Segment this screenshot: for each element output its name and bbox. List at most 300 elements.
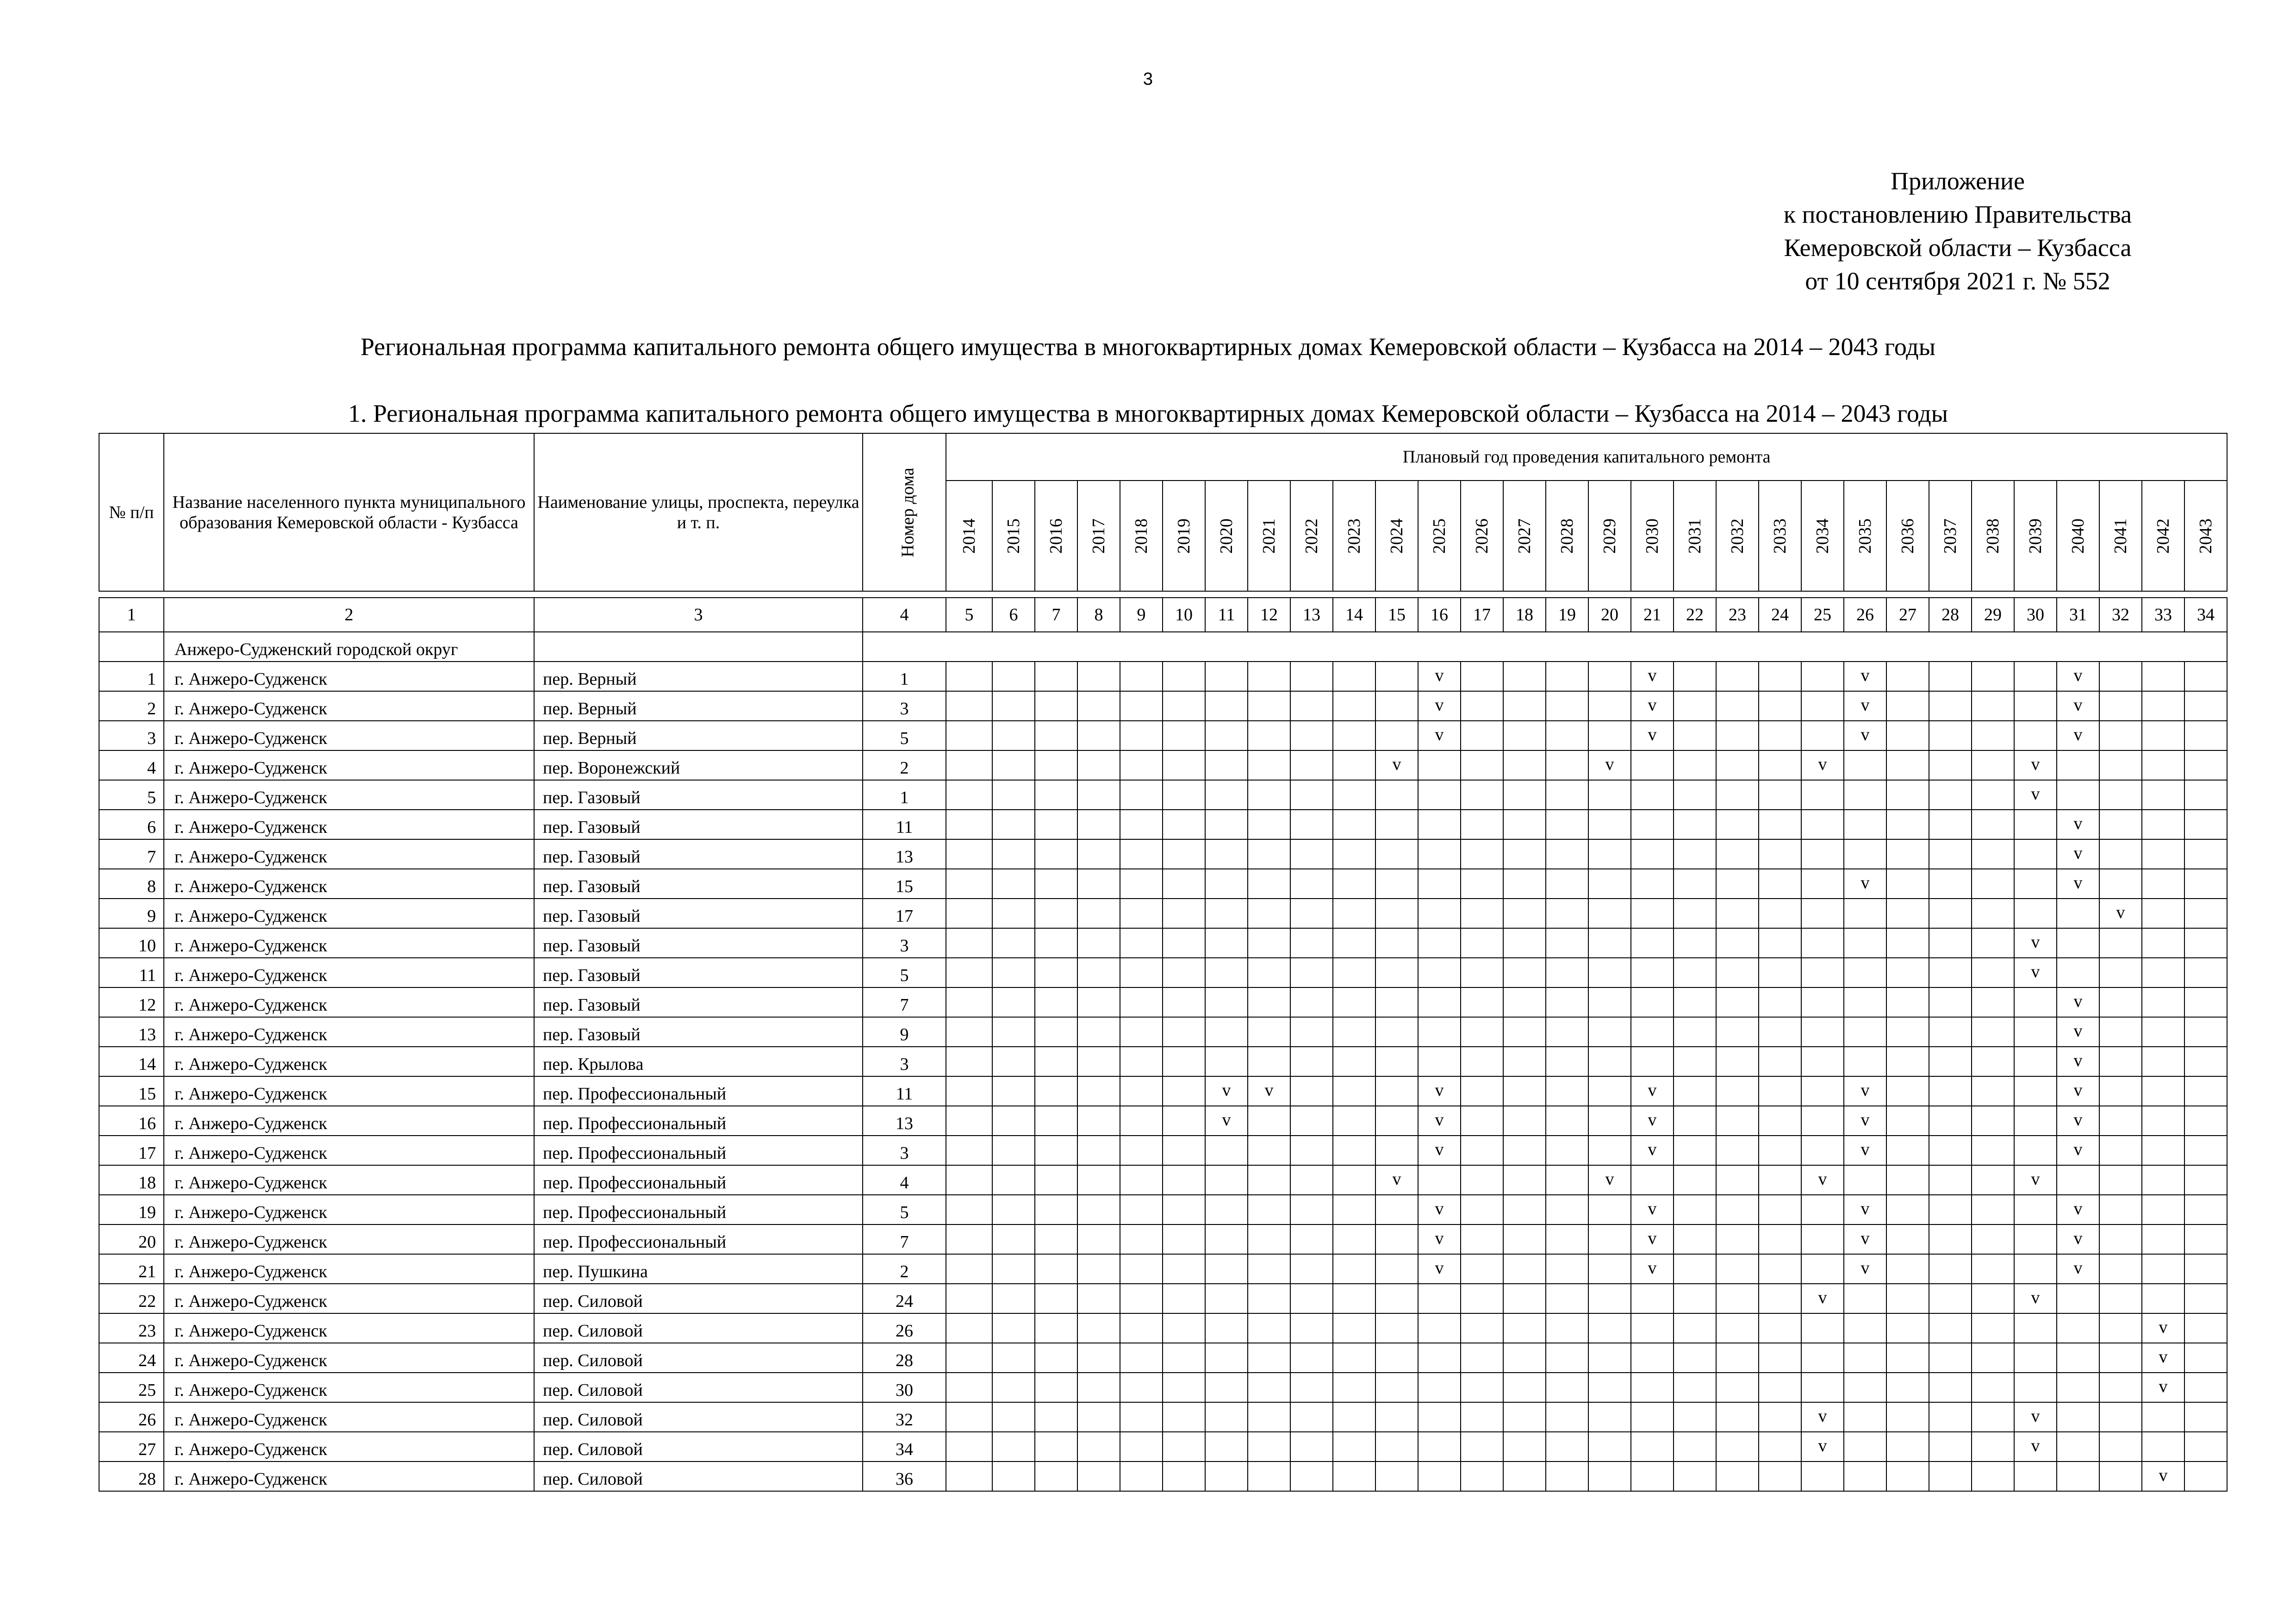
year-cell bbox=[1886, 1402, 1929, 1432]
year-cell bbox=[992, 780, 1035, 810]
year-mark: v bbox=[1801, 1284, 1844, 1313]
year-mark: v bbox=[2057, 839, 2099, 869]
header-house: Номер дома bbox=[863, 433, 946, 591]
row-street: пер. Профессиональный bbox=[534, 1195, 863, 1224]
year-cell bbox=[1716, 1373, 1759, 1402]
year-cell bbox=[1759, 691, 1801, 721]
year-cell bbox=[1035, 1462, 1077, 1491]
year-cell bbox=[1759, 662, 1801, 691]
year-cell bbox=[1035, 839, 1077, 869]
year-cell bbox=[946, 1195, 992, 1224]
header-planned-year: Плановый год проведения капитального ремонта bbox=[946, 433, 2227, 481]
empty-cell bbox=[863, 632, 2227, 662]
year-cell bbox=[1461, 1136, 1503, 1165]
year-mark: v bbox=[2057, 1076, 2099, 1106]
year-cell bbox=[2057, 1373, 2099, 1402]
year-mark: v bbox=[1418, 1254, 1461, 1284]
appendix-line: Приложение bbox=[1891, 167, 2025, 195]
year-header-cell: 2036 bbox=[1886, 481, 1929, 591]
year-cell bbox=[1205, 1224, 1248, 1254]
year-cell bbox=[1886, 1136, 1929, 1165]
row-city: г. Анжеро-Судженск bbox=[164, 1254, 534, 1284]
year-cell bbox=[1163, 1254, 1205, 1284]
year-cell bbox=[992, 1343, 1035, 1373]
year-cell bbox=[1631, 1047, 1674, 1076]
year-cell bbox=[2099, 721, 2142, 750]
year-cell bbox=[1844, 780, 1886, 810]
year-cell bbox=[1588, 958, 1631, 987]
year-cell bbox=[2184, 1254, 2227, 1284]
year-cell bbox=[1461, 1284, 1503, 1313]
year-cell bbox=[1205, 1432, 1248, 1462]
empty-cell bbox=[534, 632, 863, 662]
year-cell bbox=[1461, 1343, 1503, 1373]
year-cell bbox=[1929, 869, 1972, 899]
year-cell bbox=[1886, 662, 1929, 691]
year-cell bbox=[1120, 1136, 1163, 1165]
year-mark: v bbox=[2057, 1136, 2099, 1165]
year-cell bbox=[1035, 1224, 1077, 1254]
year-cell bbox=[1248, 1313, 1290, 1343]
year-cell bbox=[1248, 869, 1290, 899]
year-cell bbox=[1716, 839, 1759, 869]
row-city: г. Анжеро-Судженск bbox=[164, 750, 534, 780]
year-cell bbox=[2099, 1224, 2142, 1254]
year-cell bbox=[1929, 1165, 1972, 1195]
year-cell bbox=[1972, 1313, 2014, 1343]
year-cell bbox=[1503, 721, 1546, 750]
header-num: № п/п bbox=[99, 433, 164, 591]
year-cell bbox=[1077, 1195, 1120, 1224]
year-mark: v bbox=[2057, 1224, 2099, 1254]
year-cell bbox=[2014, 1224, 2057, 1254]
year-cell bbox=[1375, 1224, 1418, 1254]
year-cell bbox=[1631, 1284, 1674, 1313]
year-cell bbox=[1503, 1224, 1546, 1254]
year-cell bbox=[992, 1224, 1035, 1254]
row-number: 21 bbox=[99, 1254, 164, 1284]
year-mark: v bbox=[1631, 721, 1674, 750]
year-cell bbox=[1503, 1402, 1546, 1432]
year-cell bbox=[1588, 1402, 1631, 1432]
year-cell bbox=[1546, 1432, 1588, 1462]
year-cell bbox=[1716, 750, 1759, 780]
year-cell bbox=[1759, 1017, 1801, 1047]
year-cell bbox=[1248, 662, 1290, 691]
row-number: 11 bbox=[99, 958, 164, 987]
year-cell bbox=[1801, 1195, 1844, 1224]
year-cell bbox=[1077, 1254, 1120, 1284]
year-cell bbox=[1503, 1373, 1546, 1402]
year-cell bbox=[1375, 721, 1418, 750]
year-cell bbox=[1290, 721, 1333, 750]
year-cell bbox=[1163, 1432, 1205, 1462]
year-cell bbox=[1077, 1402, 1120, 1432]
year-cell bbox=[1588, 1254, 1631, 1284]
year-cell bbox=[1333, 1343, 1375, 1373]
year-cell bbox=[1163, 839, 1205, 869]
year-cell bbox=[1929, 1284, 1972, 1313]
year-cell bbox=[1461, 1254, 1503, 1284]
year-cell bbox=[1120, 1106, 1163, 1136]
year-cell bbox=[1503, 958, 1546, 987]
year-header-cell: 2021 bbox=[1248, 481, 1290, 591]
year-cell bbox=[1035, 1106, 1077, 1136]
year-cell bbox=[1588, 1462, 1631, 1491]
year-mark: v bbox=[1844, 1254, 1886, 1284]
year-cell bbox=[1163, 1136, 1205, 1165]
year-cell bbox=[1631, 750, 1674, 780]
year-cell bbox=[2184, 780, 2227, 810]
year-cell bbox=[2014, 1017, 2057, 1047]
year-cell bbox=[1375, 928, 1418, 958]
row-street: пер. Силовой bbox=[534, 1373, 863, 1402]
year-cell bbox=[1077, 928, 1120, 958]
year-cell bbox=[1716, 662, 1759, 691]
year-cell bbox=[1418, 1343, 1461, 1373]
year-cell bbox=[1886, 1254, 1929, 1284]
year-cell bbox=[1844, 1165, 1886, 1195]
year-mark: v bbox=[1418, 721, 1461, 750]
row-street: пер. Крылова bbox=[534, 1047, 863, 1076]
year-cell bbox=[1844, 1047, 1886, 1076]
year-mark: v bbox=[1418, 691, 1461, 721]
appendix-line: от 10 сентября 2021 г. № 552 bbox=[1805, 267, 2110, 295]
year-cell bbox=[2057, 958, 2099, 987]
year-cell bbox=[2142, 1224, 2184, 1254]
year-cell bbox=[1035, 1284, 1077, 1313]
year-cell bbox=[1418, 1047, 1461, 1076]
year-cell bbox=[2057, 1284, 2099, 1313]
year-cell bbox=[2184, 869, 2227, 899]
year-cell bbox=[1248, 1432, 1290, 1462]
year-header-cell: 2020 bbox=[1205, 481, 1248, 591]
column-number-cell: 1 bbox=[99, 598, 164, 632]
year-cell bbox=[2184, 987, 2227, 1017]
year-mark: v bbox=[1801, 750, 1844, 780]
year-cell bbox=[1035, 1313, 1077, 1343]
year-cell bbox=[2014, 869, 2057, 899]
year-cell bbox=[1886, 987, 1929, 1017]
year-cell bbox=[1248, 691, 1290, 721]
year-cell bbox=[1759, 1047, 1801, 1076]
year-cell bbox=[1674, 1017, 1716, 1047]
row-street: пер. Газовый bbox=[534, 810, 863, 839]
table-row bbox=[99, 1224, 2227, 1254]
year-cell bbox=[1163, 1017, 1205, 1047]
year-cell bbox=[2099, 1165, 2142, 1195]
table-row bbox=[99, 1373, 2227, 1402]
year-cell bbox=[2142, 1165, 2184, 1195]
year-cell bbox=[1035, 958, 1077, 987]
year-cell bbox=[1886, 928, 1929, 958]
year-cell bbox=[1886, 1373, 1929, 1402]
year-cell bbox=[992, 1165, 1035, 1195]
row-city: г. Анжеро-Судженск bbox=[164, 1432, 534, 1462]
year-cell bbox=[1375, 1017, 1418, 1047]
year-cell bbox=[1248, 1017, 1290, 1047]
year-cell bbox=[1674, 750, 1716, 780]
year-cell bbox=[2142, 1136, 2184, 1165]
year-cell bbox=[1674, 987, 1716, 1017]
year-cell bbox=[1461, 1106, 1503, 1136]
year-cell bbox=[1077, 1136, 1120, 1165]
row-house: 11 bbox=[863, 810, 946, 839]
year-cell bbox=[1503, 869, 1546, 899]
year-cell bbox=[1418, 869, 1461, 899]
year-cell bbox=[1674, 1432, 1716, 1462]
row-street: пер. Газовый bbox=[534, 839, 863, 869]
year-cell bbox=[1929, 958, 1972, 987]
year-cell bbox=[1077, 1373, 1120, 1402]
year-cell bbox=[1418, 1462, 1461, 1491]
table-row bbox=[99, 1402, 2227, 1432]
year-cell bbox=[1248, 750, 1290, 780]
year-cell bbox=[1972, 1402, 2014, 1432]
year-cell bbox=[946, 1343, 992, 1373]
year-header-cell: 2026 bbox=[1461, 481, 1503, 591]
year-cell bbox=[1716, 1402, 1759, 1432]
year-cell bbox=[1035, 1195, 1077, 1224]
year-cell bbox=[2142, 1402, 2184, 1432]
year-mark: v bbox=[2142, 1313, 2184, 1343]
year-cell bbox=[2014, 987, 2057, 1017]
year-cell bbox=[2099, 1462, 2142, 1491]
year-cell bbox=[1801, 1462, 1844, 1491]
year-cell bbox=[1333, 1313, 1375, 1343]
year-cell bbox=[1503, 691, 1546, 721]
header-locality: Название населенного пункта муниципального образования Кемеровской области - Кузбасса bbox=[164, 433, 534, 591]
year-cell bbox=[2142, 869, 2184, 899]
year-cell bbox=[1248, 899, 1290, 928]
column-number-cell: 31 bbox=[2057, 598, 2099, 632]
year-cell bbox=[992, 987, 1035, 1017]
year-header-cell: 2024 bbox=[1375, 481, 1418, 591]
year-cell bbox=[1631, 899, 1674, 928]
year-cell bbox=[1929, 662, 1972, 691]
year-cell bbox=[1120, 662, 1163, 691]
row-house: 2 bbox=[863, 750, 946, 780]
year-cell bbox=[1205, 750, 1248, 780]
year-cell bbox=[2099, 958, 2142, 987]
year-cell bbox=[2099, 928, 2142, 958]
year-cell bbox=[1674, 899, 1716, 928]
year-cell bbox=[1674, 1402, 1716, 1432]
year-mark: v bbox=[2142, 1462, 2184, 1491]
column-number-cell: 27 bbox=[1886, 598, 1929, 632]
row-house: 13 bbox=[863, 839, 946, 869]
year-cell bbox=[946, 958, 992, 987]
year-cell bbox=[1418, 780, 1461, 810]
year-mark: v bbox=[1844, 721, 1886, 750]
table-row bbox=[99, 750, 2227, 780]
year-cell bbox=[2057, 750, 2099, 780]
year-cell bbox=[1588, 1195, 1631, 1224]
year-mark: v bbox=[2057, 721, 2099, 750]
year-mark: v bbox=[2057, 1047, 2099, 1076]
year-cell bbox=[1077, 810, 1120, 839]
year-cell bbox=[1674, 662, 1716, 691]
year-mark: v bbox=[1418, 1136, 1461, 1165]
year-cell bbox=[1205, 839, 1248, 869]
year-cell bbox=[1205, 987, 1248, 1017]
row-street: пер. Пушкина bbox=[534, 1254, 863, 1284]
year-cell bbox=[1375, 899, 1418, 928]
row-number: 4 bbox=[99, 750, 164, 780]
year-cell bbox=[1120, 810, 1163, 839]
year-cell bbox=[1801, 839, 1844, 869]
year-cell bbox=[2057, 1432, 2099, 1462]
row-house: 7 bbox=[863, 987, 946, 1017]
year-cell bbox=[2184, 1224, 2227, 1254]
year-cell bbox=[1205, 721, 1248, 750]
year-cell bbox=[2014, 1462, 2057, 1491]
year-cell bbox=[1333, 1017, 1375, 1047]
year-cell bbox=[1972, 1373, 2014, 1402]
year-cell bbox=[1163, 780, 1205, 810]
year-cell bbox=[1972, 958, 2014, 987]
year-mark: v bbox=[2057, 1017, 2099, 1047]
column-number-cell: 13 bbox=[1290, 598, 1333, 632]
year-cell bbox=[1588, 928, 1631, 958]
year-cell bbox=[2057, 899, 2099, 928]
year-cell bbox=[2184, 1017, 2227, 1047]
year-cell bbox=[1077, 1284, 1120, 1313]
row-street: пер. Верный bbox=[534, 721, 863, 750]
year-cell bbox=[2099, 1076, 2142, 1106]
table-row bbox=[99, 869, 2227, 899]
year-cell bbox=[1248, 839, 1290, 869]
year-cell bbox=[1588, 1136, 1631, 1165]
row-street: пер. Верный bbox=[534, 691, 863, 721]
year-cell bbox=[1205, 1047, 1248, 1076]
year-cell bbox=[1120, 750, 1163, 780]
year-cell bbox=[1972, 869, 2014, 899]
row-number: 2 bbox=[99, 691, 164, 721]
year-cell bbox=[1461, 958, 1503, 987]
column-number-cell: 8 bbox=[1077, 598, 1120, 632]
year-header-cell: 2031 bbox=[1674, 481, 1716, 591]
page-number: 3 bbox=[1143, 69, 1153, 89]
year-cell bbox=[1716, 1284, 1759, 1313]
year-cell bbox=[2057, 780, 2099, 810]
year-cell bbox=[992, 1195, 1035, 1224]
year-cell bbox=[1801, 987, 1844, 1017]
column-number-cell: 26 bbox=[1844, 598, 1886, 632]
year-cell bbox=[1716, 780, 1759, 810]
year-cell bbox=[1886, 839, 1929, 869]
year-cell bbox=[2014, 1343, 2057, 1373]
year-cell bbox=[1375, 1462, 1418, 1491]
year-cell bbox=[1886, 1432, 1929, 1462]
year-cell bbox=[1461, 899, 1503, 928]
year-cell bbox=[1759, 780, 1801, 810]
year-cell bbox=[1503, 1313, 1546, 1343]
year-cell bbox=[1631, 1402, 1674, 1432]
year-cell bbox=[2014, 899, 2057, 928]
year-cell bbox=[1205, 899, 1248, 928]
year-cell bbox=[2142, 1017, 2184, 1047]
row-house: 5 bbox=[863, 721, 946, 750]
year-cell bbox=[1929, 721, 1972, 750]
year-cell bbox=[1759, 1224, 1801, 1254]
year-cell bbox=[1588, 662, 1631, 691]
year-cell bbox=[1844, 1373, 1886, 1402]
column-number-cell: 18 bbox=[1503, 598, 1546, 632]
year-cell bbox=[1205, 1343, 1248, 1373]
year-cell bbox=[1886, 958, 1929, 987]
row-number: 18 bbox=[99, 1165, 164, 1195]
year-cell bbox=[1333, 721, 1375, 750]
year-cell bbox=[1801, 1136, 1844, 1165]
year-cell bbox=[1290, 780, 1333, 810]
year-cell bbox=[1461, 1462, 1503, 1491]
district-row bbox=[99, 632, 2227, 662]
year-mark: v bbox=[1418, 1195, 1461, 1224]
year-header-cell: 2022 bbox=[1290, 481, 1333, 591]
year-cell bbox=[1503, 1432, 1546, 1462]
year-cell bbox=[1461, 1165, 1503, 1195]
year-cell bbox=[1163, 928, 1205, 958]
year-cell bbox=[1844, 1313, 1886, 1343]
year-mark: v bbox=[1205, 1076, 1248, 1106]
year-cell bbox=[1674, 928, 1716, 958]
row-city: г. Анжеро-Судженск bbox=[164, 1136, 534, 1165]
year-cell bbox=[1375, 691, 1418, 721]
column-number-cell: 2 bbox=[164, 598, 534, 632]
year-cell bbox=[1077, 662, 1120, 691]
year-cell bbox=[2099, 1136, 2142, 1165]
year-cell bbox=[1631, 1432, 1674, 1462]
year-cell bbox=[1674, 691, 1716, 721]
year-cell bbox=[1801, 691, 1844, 721]
year-cell bbox=[992, 1284, 1035, 1313]
year-cell bbox=[1461, 1432, 1503, 1462]
year-cell bbox=[1801, 958, 1844, 987]
year-cell bbox=[1503, 1106, 1546, 1136]
appendix-line: к постановлению Правительства bbox=[1783, 200, 2132, 228]
year-cell bbox=[1759, 1136, 1801, 1165]
year-cell bbox=[1631, 1373, 1674, 1402]
year-cell bbox=[1205, 1402, 1248, 1432]
year-cell bbox=[1461, 1047, 1503, 1076]
row-number: 17 bbox=[99, 1136, 164, 1165]
year-cell bbox=[1929, 1402, 1972, 1432]
year-cell bbox=[2142, 1432, 2184, 1462]
year-cell bbox=[1546, 1076, 1588, 1106]
row-city: г. Анжеро-Судженск bbox=[164, 1106, 534, 1136]
year-cell bbox=[1972, 1462, 2014, 1491]
year-mark: v bbox=[2014, 928, 2057, 958]
row-house: 3 bbox=[863, 1136, 946, 1165]
year-cell bbox=[1546, 1373, 1588, 1402]
row-city: г. Анжеро-Судженск bbox=[164, 1373, 534, 1402]
row-house: 2 bbox=[863, 1254, 946, 1284]
year-cell bbox=[1631, 810, 1674, 839]
year-cell bbox=[2099, 691, 2142, 721]
year-cell bbox=[1035, 750, 1077, 780]
year-mark: v bbox=[1801, 1402, 1844, 1432]
year-cell bbox=[992, 1254, 1035, 1284]
year-cell bbox=[1674, 839, 1716, 869]
column-number-cell: 34 bbox=[2184, 598, 2227, 632]
year-cell bbox=[2014, 1047, 2057, 1076]
year-cell bbox=[1290, 1373, 1333, 1402]
year-cell bbox=[1120, 928, 1163, 958]
year-cell bbox=[946, 1106, 992, 1136]
year-cell bbox=[1759, 1373, 1801, 1402]
row-number: 13 bbox=[99, 1017, 164, 1047]
